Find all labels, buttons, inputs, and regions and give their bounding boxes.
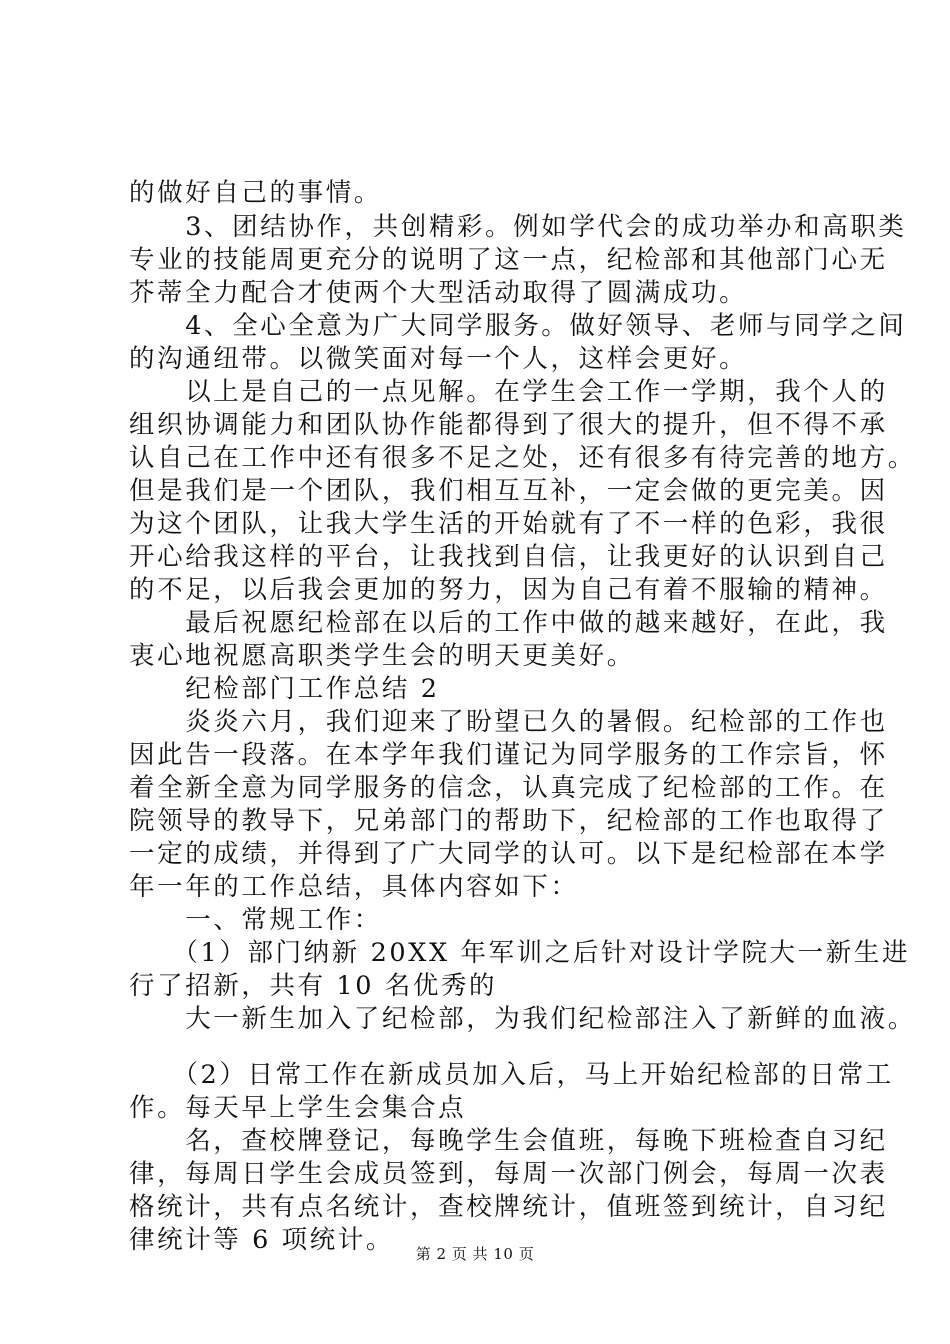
text-line: 名，查校牌登记，每晚学生会值班，每晚下班检查自习纪	[129, 1126, 888, 1156]
text-line: 组织协调能力和团队协作能都得到了很大的提升，但不得不承	[129, 410, 888, 440]
text-line: 认自己在工作中还有很多不足之处，还有很多有待完善的地方。	[129, 443, 916, 473]
text-line: 因此告一段落。在本学年我们谨记为同学服务的工作宗旨，怀	[129, 740, 888, 770]
text-line: 开心给我这样的平台，让我找到自信，让我更好的认识到自己	[129, 542, 888, 572]
text-line: （1）部门纳新 20XX 年军训之后针对设计学院大一新生进	[129, 938, 911, 968]
text-line: 大一新生加入了纪检部，为我们纪检部注入了新鲜的血液。	[129, 1004, 916, 1034]
subsection-heading: 一、常规工作：	[129, 905, 382, 935]
text-line: 炎炎六月，我们迎来了盼望已久的暑假。纪检部的工作也	[129, 707, 888, 737]
text-line: 芥蒂全力配合才使两个大型活动取得了圆满成功。	[129, 278, 748, 308]
text-line: 律统计等 6 项统计。	[129, 1225, 395, 1255]
section-heading: 纪检部门工作总结 2	[129, 674, 440, 704]
text-line: 但是我们是一个团队，我们相互互补，一定会做的更完美。因	[129, 476, 888, 506]
text-line: （2）日常工作在新成员加入后，马上开始纪检部的日常工	[129, 1060, 894, 1090]
text-line: 行了招新，共有 10 名优秀的	[129, 971, 498, 1001]
text-line: 为这个团队，让我大学生活的开始就有了不一样的色彩，我很	[129, 509, 888, 539]
text-line: 着全新全意为同学服务的信念，认真完成了纪检部的工作。在	[129, 773, 888, 803]
text-line: 格统计，共有点名统计，查校牌统计，值班签到统计，自习纪	[129, 1192, 888, 1222]
text-line: 专业的技能周更充分的说明了这一点，纪检部和其他部门心无	[129, 245, 888, 275]
text-line: 律，每周日学生会成员签到，每周一次部门例会，每周一次表	[129, 1159, 888, 1189]
text-line: 一定的成绩，并得到了广大同学的认可。以下是纪检部在本学	[129, 839, 888, 869]
text-line: 的不足，以后我会更加的努力，因为自己有着不服输的精神。	[129, 575, 888, 605]
text-line: 3、团结协作，共创精彩。例如学代会的成功举办和高职类	[129, 212, 907, 242]
text-line: 作。每天早上学生会集合点	[129, 1093, 467, 1123]
page-footer: 第 2 页 共 10 页	[415, 1245, 535, 1263]
text-line: 年一年的工作总结，具体内容如下：	[129, 872, 579, 902]
text-line: 最后祝愿纪检部在以后的工作中做的越来越好，在此，我	[129, 608, 888, 638]
text-line: 以上是自己的一点见解。在学生会工作一学期，我个人的	[129, 377, 888, 407]
text-line: 4、全心全意为广大同学服务。做好领导、老师与同学之间	[129, 311, 907, 341]
text-line: 的做好自己的事情。	[129, 178, 382, 208]
text-line: 的沟通纽带。以微笑面对每一个人，这样会更好。	[129, 344, 748, 374]
text-line: 院领导的教导下，兄弟部门的帮助下，纪检部的工作也取得了	[129, 806, 888, 836]
text-line: 衷心地祝愿高职类学生会的明天更美好。	[129, 641, 635, 671]
